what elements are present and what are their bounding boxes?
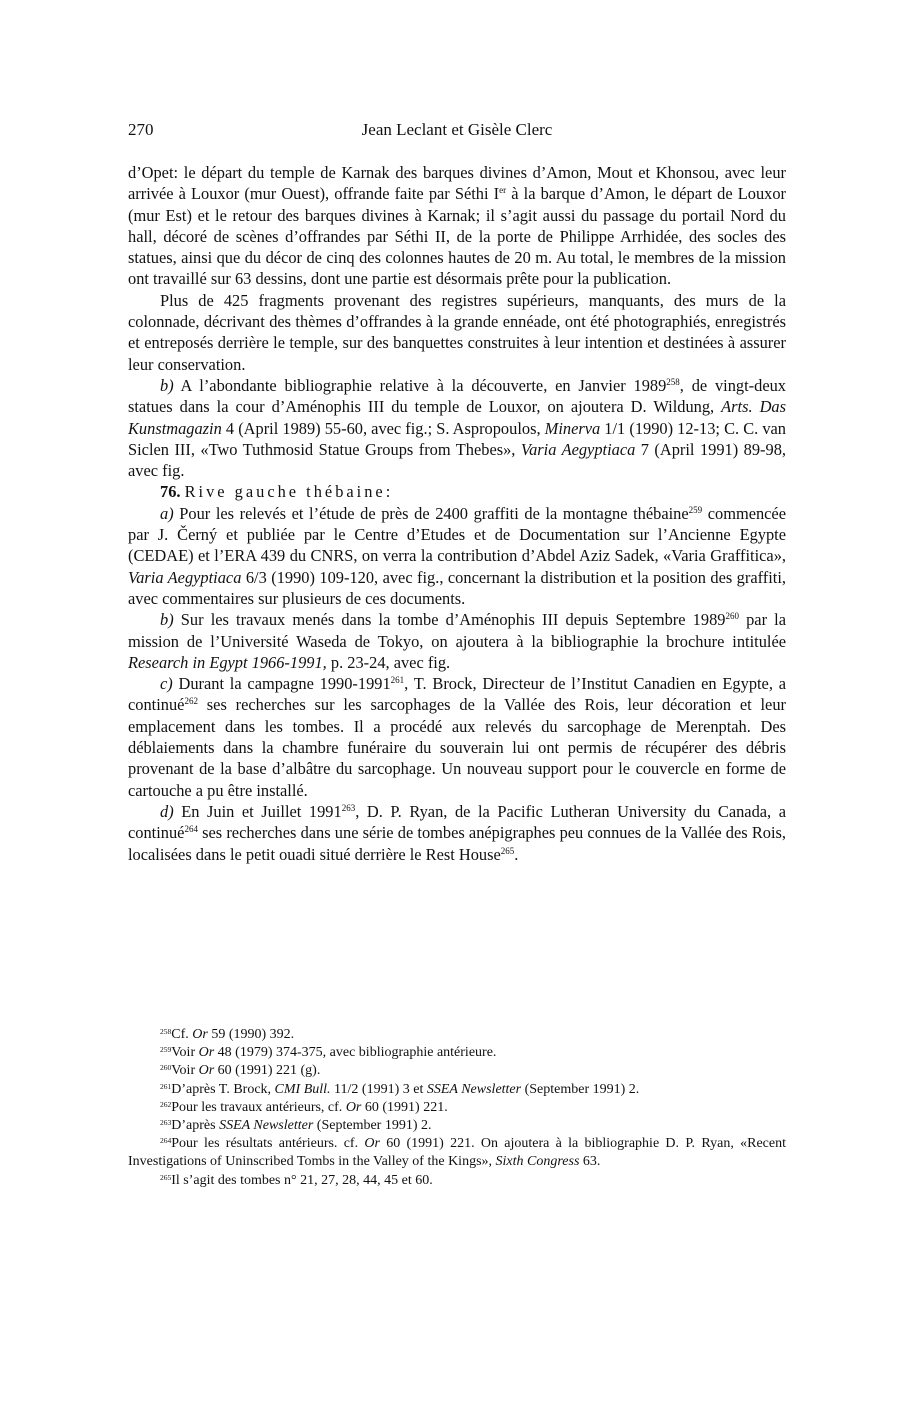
- main-text: [128, 162, 786, 865]
- paragraph-c-sarcophagi: [128, 673, 786, 801]
- text-segment: Plus de 425 fragments provenant des registres supérieurs, manquants, des murs de la colonnade, décrivant des thèmes d’offrandes à la grande ennéade, ont été photographiés, enregistrés et entreposés derrière le temple, sur des banquettes construites à leur intention et destinées à assurer leur conservation.: [128, 290, 786, 374]
- item-label: b): [160, 375, 174, 395]
- footnote-ref-264: 264: [184, 824, 198, 835]
- text-segment: 11/2 (1991) 3 et: [330, 1081, 427, 1097]
- text-segment: 63.: [579, 1154, 601, 1170]
- text-segment: Pour les travaux antérieurs, cf.: [171, 1099, 346, 1115]
- journal-title: Or: [345, 1099, 362, 1115]
- book-title: Research in Egypt 1966-1991,: [128, 652, 327, 672]
- text-segment: D’après T. Brock,: [171, 1081, 275, 1097]
- text-segment: 4 (April 1989) 55-60, avec fig.; S. Aspropoulos,: [221, 418, 545, 438]
- section-heading: [128, 481, 786, 502]
- footnote-265: [128, 1172, 786, 1190]
- footnote-number: 265: [160, 1172, 172, 1182]
- section-title: Rive gauche thébaine:: [184, 482, 394, 502]
- text-segment: A l’abondante bibliographie relative à la découverte, en Janvier 1989: [173, 375, 667, 395]
- text-segment: 6/3 (1990) 109-120, avec fig., concernant la distribution et la position des graffiti, avec commentaires sur plusieurs de ces documents.: [128, 567, 786, 608]
- text-segment: par la mission de l’Université Waseda de Tokyo, on ajoutera à la bibliographie la brochure intitulée: [128, 610, 787, 651]
- footnotes: [128, 1026, 786, 1190]
- footnote-263: [128, 1117, 786, 1135]
- text-segment: Il s’agit des tombes n° 21, 27, 28, 44, 45 et 60.: [171, 1172, 433, 1188]
- journal-title: CMI Bull.: [274, 1081, 331, 1097]
- text-segment: d’Opet: le départ du temple de Karnak des barques divines d’Amon, Mout et Khonsou, avec leur arrivée à Louxor (mur Ouest), offrande faite par Séthi I: [128, 163, 786, 204]
- paragraph-opet: [128, 162, 786, 290]
- journal-title: Arts. Das Kunstmagazin: [128, 397, 786, 438]
- text-segment: .: [514, 844, 519, 864]
- journal-title: Or: [364, 1136, 380, 1152]
- paragraph-b-amenophis-tomb: [128, 609, 786, 673]
- footnote-ref-262: 262: [184, 696, 198, 707]
- text-segment: ses recherches dans une série de tombes anépigraphes peu connues de la Vallée des Rois, localisées dans le petit ouadi situé derrière le Rest House: [128, 823, 786, 864]
- running-title: Jean Leclant et Gisèle Clerc: [361, 120, 553, 139]
- text-segment: 48 (1979) 374-375, avec bibliographie antérieure.: [214, 1045, 497, 1061]
- journal-title: Minerva: [544, 418, 601, 438]
- footnote-258: [128, 1026, 786, 1044]
- text-segment: ses recherches sur les sarcophages de la Vallée des Rois, leur décoration et leur emplacement dans les tombes. Il a procédé aux relevés du sarcophage de Merenptah. Des déblaiements dans la chambre funéraire du souverain lui ont permis de récupérer des débris provenant de la base d’albâtre du sarcophage. Un nouveau support pour le couvercle en forme de cartouche a pu être installé.: [128, 695, 786, 800]
- footnote-261: [128, 1081, 786, 1099]
- footnote-264: [128, 1135, 786, 1171]
- footnote-number: 258: [160, 1027, 172, 1036]
- journal-title: Or: [198, 1063, 215, 1079]
- text-segment: 60 (1991) 221. On ajoutera à la bibliographie D. P. Ryan, «Recent Investigations of Uninscribed Tombs in the Valley of the Kings»,: [128, 1136, 786, 1170]
- footnote-number: 260: [160, 1063, 172, 1073]
- text-segment: Durant la campagne 1990-1991: [172, 674, 391, 694]
- text-segment: 60 (1991) 221 (g).: [214, 1063, 321, 1079]
- text-segment: 1/1 (1990) 12-13; C. C. van Siclen III, «Two Tuthmosid Statue Groups from Thebes»,: [128, 418, 787, 459]
- text-segment: D’après: [171, 1118, 220, 1134]
- footnote-number: 263: [160, 1118, 172, 1128]
- paragraph-fragments: [128, 290, 786, 375]
- footnote-262: [128, 1099, 786, 1117]
- footnote-number: 262: [160, 1099, 172, 1109]
- journal-title: SSEA Newsletter: [426, 1081, 522, 1097]
- text-segment: à la barque d’Amon, le départ de Louxor (mur Est) et le retour des barques divines à Karnak; il s’agit aussi du passage du portail Nord du hall, décoré de scènes d’offrandes par Séthi II, de la porte de Philippe Arrhidée, des socles des statues, ainsi que du décor de cinq des colonnes hautes de 20 m. Au total, le membres de la mission ont travaillé sur 63 dessins, dont une partie est désormais prête pour la publication.: [128, 184, 786, 289]
- footnote-number: 261: [160, 1081, 172, 1091]
- paragraph-b-statues: [128, 375, 786, 481]
- footnote-number: 264: [160, 1136, 172, 1146]
- text-segment: (September 1991) 2.: [521, 1081, 640, 1097]
- text-segment: Voir: [171, 1063, 199, 1079]
- item-label: d): [160, 801, 174, 821]
- journal-title: SSEA Newsletter: [219, 1118, 314, 1134]
- text-segment: commencée par J. Černý et publiée par le Centre d’Etudes et de Documentation sur l’Ancienne Egypte (CEDAE) et l’ERA 439 du CNRS, on verra la contribution d’Abdel Aziz Sadek, «Varia Graffitica»,: [128, 503, 786, 566]
- text-segment: p. 23-24, avec fig.: [326, 652, 451, 672]
- footnote-ref-261: 261: [390, 675, 405, 686]
- text-segment: 7 (April 1991) 89-98, avec fig.: [128, 439, 787, 481]
- item-label: b): [160, 610, 174, 630]
- text-segment: (September 1991) 2.: [313, 1118, 432, 1134]
- section-number: 76.: [160, 482, 181, 502]
- journal-title: Varia Aegyptiaca: [520, 439, 636, 459]
- journal-title: Or: [192, 1027, 208, 1042]
- text-segment: Pour les relevés et l’étude de près de 2400 graffiti de la montagne thébaine: [173, 503, 689, 523]
- text-segment: Voir: [171, 1045, 199, 1061]
- footnote-260: [128, 1062, 786, 1080]
- page-number: 270: [128, 120, 154, 139]
- text-segment: Pour les résultats antérieurs. cf.: [171, 1136, 365, 1152]
- footnote-ref-265: 265: [500, 845, 515, 856]
- page-header: [128, 120, 786, 144]
- footnote-259: [128, 1044, 786, 1062]
- text-segment: , de vingt-deux statues dans la cour d’Aménophis III du temple de Louxor, on ajoutera D. Wildung,: [128, 375, 786, 417]
- item-label: a): [160, 503, 174, 523]
- paragraph-d-ryan: [128, 801, 786, 865]
- footnote-ref-258: 258: [666, 376, 680, 387]
- text-segment: , T. Brock, Directeur de l’Institut Canadien en Egypte, a continué: [128, 674, 786, 715]
- text-segment: Sur les travaux menés dans la tombe d’Aménophis III depuis Septembre 1989: [173, 610, 726, 630]
- text-segment: 59 (1990) 392.: [207, 1027, 295, 1042]
- text-segment: 60 (1991) 221.: [361, 1099, 448, 1115]
- footnote-ref-260: 260: [725, 611, 739, 622]
- footnote-ref-259: 259: [688, 504, 703, 515]
- journal-title: Or: [198, 1045, 215, 1061]
- book-title: Sixth Congress: [495, 1154, 580, 1170]
- paragraph-a-graffiti: [128, 503, 786, 609]
- text-segment: , D. P. Ryan, de la Pacific Lutheran University du Canada, a continué: [128, 801, 786, 843]
- journal-title: Varia Aegyptiaca: [128, 567, 242, 587]
- item-label: c): [160, 674, 173, 694]
- footnote-number: 259: [160, 1045, 172, 1055]
- footnote-ref-263: 263: [341, 802, 356, 813]
- text-segment: Cf.: [171, 1027, 193, 1042]
- superscript: er: [499, 185, 507, 196]
- text-segment: En Juin et Juillet 1991: [173, 801, 342, 821]
